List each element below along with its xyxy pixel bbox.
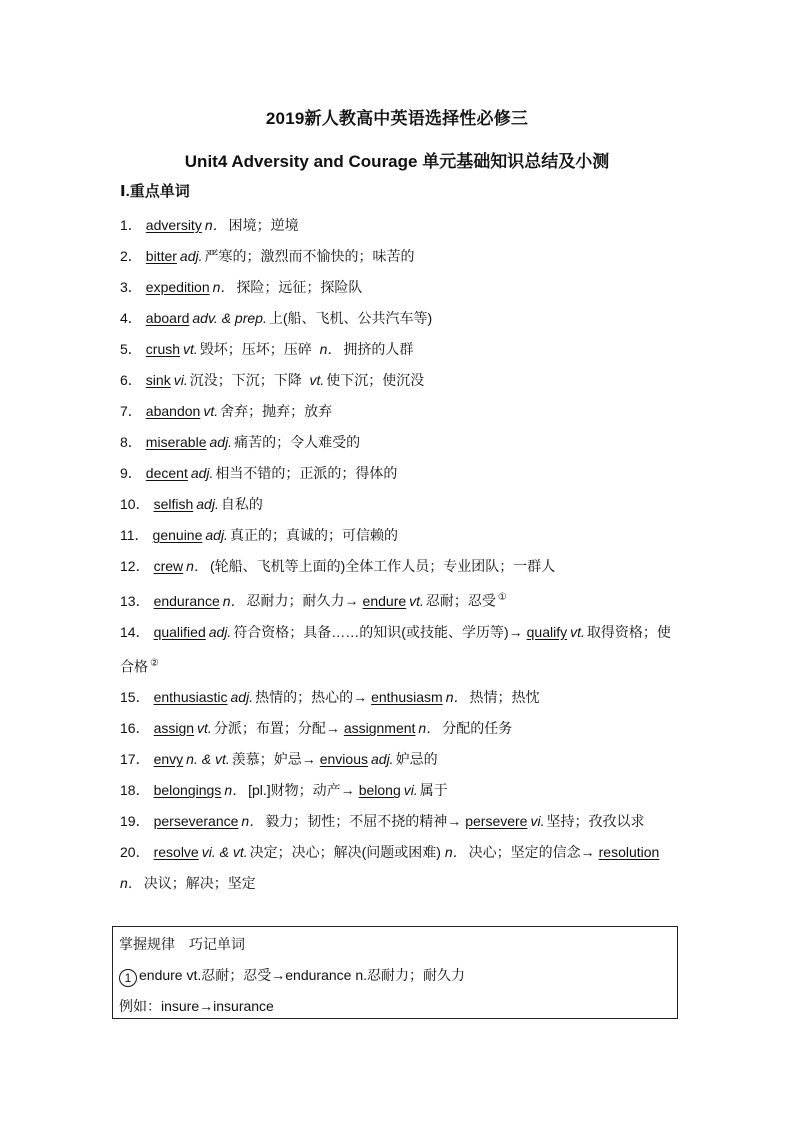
entry-word: aboard (145, 310, 190, 326)
entry-definition: 探险；远征；探险队 (236, 279, 363, 295)
entry-word: resolve (153, 844, 199, 861)
vocab-entry (120, 682, 680, 713)
entry-definition: 决定；决心；解决(问题或困难) (249, 844, 441, 861)
entry-definition-secondary: 属于 (419, 782, 448, 799)
entry-related-word: envious (319, 751, 368, 768)
vocab-entry (120, 806, 680, 837)
entry-pos: n． (224, 782, 247, 799)
footnote-marker: ① (497, 592, 507, 603)
entry-definition-secondary: 妒忌的 (395, 751, 438, 768)
entry-number: 14． (120, 623, 150, 640)
tip-line-2: 例如：insure→insurance (119, 998, 274, 1014)
entry-definition-secondary: 使下沉；使沉没 (326, 372, 425, 388)
entry-word: envy (153, 751, 184, 768)
vocab-entry (120, 241, 680, 272)
entry-pos: adj. (209, 434, 233, 450)
entry-pos: vt. (203, 403, 219, 419)
vocab-entry (120, 551, 680, 582)
document-subtitle: Unit4 Adversity and Courage 单元基础知识总结及小测 (184, 152, 610, 171)
entry-definition: 符合资格；具备……的知识(或技能、学历等)→ (233, 623, 523, 640)
entry-related-word: resolution (598, 844, 660, 861)
vocab-entry (120, 520, 680, 551)
document-title: 2019新人教高中英语选择性必修三 (265, 109, 529, 128)
footnote-marker: ② (150, 657, 159, 669)
entry-pos: adj. (179, 248, 203, 264)
entry-pos: n． (241, 813, 264, 830)
entry-pos: adj. (190, 465, 214, 481)
section-heading: Ⅰ.重点单词 (120, 183, 190, 200)
circled-number-marker: 1 (119, 969, 137, 987)
entry-number: 12． (120, 558, 150, 574)
entry-number: 2． (120, 248, 142, 264)
entry-number: 11． (120, 527, 149, 543)
entry-number: 18． (120, 782, 150, 799)
entry-definition: 相当不错的；正派的；得体的 (215, 465, 398, 481)
entry-number: 7． (120, 403, 142, 419)
entry-pos-tertiary: n． (120, 875, 142, 892)
tip-line-1 (119, 960, 671, 991)
entry-definition: 忍耐力；耐久力→ (246, 592, 359, 609)
entry-number: 5． (120, 341, 142, 357)
entry-word: abandon (145, 403, 201, 419)
entry-related-word: persevere (465, 813, 528, 830)
vocab-entry (120, 427, 680, 458)
entry-pos: adj. (230, 689, 254, 706)
vocab-entry (120, 489, 680, 520)
entry-pos: n. & vt. (186, 751, 230, 768)
entry-number: 10． (120, 496, 150, 512)
entry-definition-tertiary: 决议；解决；坚定 (143, 875, 256, 892)
entry-number: 19． (120, 813, 150, 830)
entry-number: 8． (120, 434, 142, 450)
entry-pos: adj. (205, 527, 228, 543)
entry-pos: adj. (196, 496, 219, 512)
entry-pos: n． (204, 217, 227, 233)
entry-number: 15． (120, 689, 150, 706)
entry-pos-secondary: vt. (309, 372, 325, 388)
entry-pos-secondary: n． (418, 720, 441, 737)
entry-word: selfish (153, 496, 194, 512)
entry-definition: 自私的 (220, 496, 263, 512)
entry-number: 9． (120, 465, 142, 481)
entry-pos: adv. & prep. (192, 310, 267, 326)
entry-word: assign (153, 720, 195, 737)
entry-definition: 痛苦的；令人难受的 (234, 434, 361, 450)
vocab-entry (120, 582, 680, 617)
entry-definition: 毅力；韧性；不屈不挠的精神→ (265, 813, 462, 830)
memory-tip-box (112, 926, 678, 1019)
entry-word: expedition (145, 279, 210, 295)
entry-pos-secondary: vt. (409, 592, 424, 609)
entry-definition-secondary: 拥挤的人群 (343, 341, 414, 357)
entry-pos: n． (212, 279, 235, 295)
entry-definition: (轮船、飞机等上面的)全体工作人员；专业团队；一群人 (209, 558, 556, 574)
entry-related-word: assignment (343, 720, 416, 737)
entry-definition: 分派；布置；分配→ (213, 720, 340, 737)
vocab-entry (120, 713, 680, 744)
vocab-entry (120, 396, 680, 427)
entry-pos-secondary: vi. (403, 782, 418, 799)
entry-number: 16． (120, 720, 150, 737)
vocab-entry (120, 210, 680, 241)
entry-word: adversity (145, 217, 202, 233)
entry-definition: 热情的；热心的→ (255, 689, 368, 706)
entry-number: 20． (120, 844, 150, 861)
vocab-entry (120, 458, 680, 489)
vocab-entry (120, 272, 680, 303)
entry-word: decent (145, 465, 188, 481)
entry-number: 17． (120, 751, 150, 768)
entry-definition: 毁坏；压坏；压碎 (199, 341, 312, 357)
entry-related-word: endure (362, 592, 407, 609)
entry-number: 13． (120, 592, 150, 609)
entry-pos-secondary: n． (445, 689, 468, 706)
entry-definition: 羡慕；妒忌→ (231, 751, 316, 768)
entry-pos-secondary: n． (319, 341, 342, 357)
entry-word: bitter (145, 248, 177, 264)
entry-pos: vt. (183, 341, 198, 357)
entry-definition: 严寒的；激烈而不愉快的；味苦的 (204, 248, 415, 264)
entry-word: miserable (145, 434, 207, 450)
entry-pos: vt. (197, 720, 212, 737)
entry-word: crush (145, 341, 181, 357)
tip-text-1: endure vt.忍耐；忍受→endurance n.忍耐力；耐久力 (139, 967, 465, 983)
entry-pos-secondary: adj. (371, 751, 394, 768)
entry-related-word: belong (358, 782, 401, 799)
entry-related-word: enthusiasm (371, 689, 443, 706)
entry-pos: vi. (173, 372, 188, 388)
entry-pos: adj. (208, 623, 232, 640)
entry-pos: n． (186, 558, 208, 574)
entry-definition-secondary: 取得资格；使合格 (120, 623, 671, 675)
entry-word: belongings (153, 782, 222, 799)
entry-related-word: qualify (526, 623, 568, 640)
entry-number: 6． (120, 372, 142, 388)
tip-title: 掌握规律 巧记单词 (119, 936, 245, 952)
entry-pos-secondary: vt. (570, 623, 585, 640)
entry-word: genuine (152, 527, 203, 543)
entry-pos: n． (222, 592, 245, 609)
entry-definition-secondary: 决心；坚定的信念→ (468, 844, 595, 861)
vocab-entry (120, 303, 680, 334)
entry-definition-secondary: 分配的任务 (442, 720, 513, 737)
entry-definition: 困境；逆境 (228, 217, 299, 233)
entry-definition: 舍弃；抛弃；放弃 (220, 403, 333, 419)
entry-number: 3． (120, 279, 142, 295)
entry-definition-secondary: 忍耐；忍受 (425, 592, 496, 609)
entry-definition: [pl.]财物；动产→ (248, 782, 355, 799)
entry-number: 4． (120, 310, 142, 326)
entry-pos: vi. & vt. (201, 844, 248, 861)
vocab-entry (120, 334, 680, 365)
entry-word: qualified (153, 623, 206, 640)
entry-word: crew (153, 558, 184, 574)
vocabulary-list (120, 210, 680, 899)
entry-number: 1． (120, 217, 142, 233)
entry-word: endurance (153, 592, 220, 609)
entry-word: enthusiastic (153, 689, 228, 706)
entry-word: sink (145, 372, 171, 388)
entry-definition: 沉没；下沉；下降 (189, 372, 302, 388)
entry-definition-secondary: 热情；热忱 (469, 689, 540, 706)
vocab-entry (120, 837, 680, 899)
vocab-entry (120, 365, 680, 396)
entry-pos-secondary: vi. (530, 813, 545, 830)
entry-pos-secondary: n． (444, 844, 467, 861)
vocab-entry (120, 617, 680, 683)
vocab-entry (120, 775, 680, 806)
entry-word: perseverance (153, 813, 239, 830)
entry-definition-secondary: 坚持；孜孜以求 (546, 813, 645, 830)
entry-definition: 上(船、飞机、公共汽车等) (268, 310, 433, 326)
entry-definition: 真正的；真诚的；可信赖的 (229, 527, 398, 543)
vocab-entry (120, 744, 680, 775)
